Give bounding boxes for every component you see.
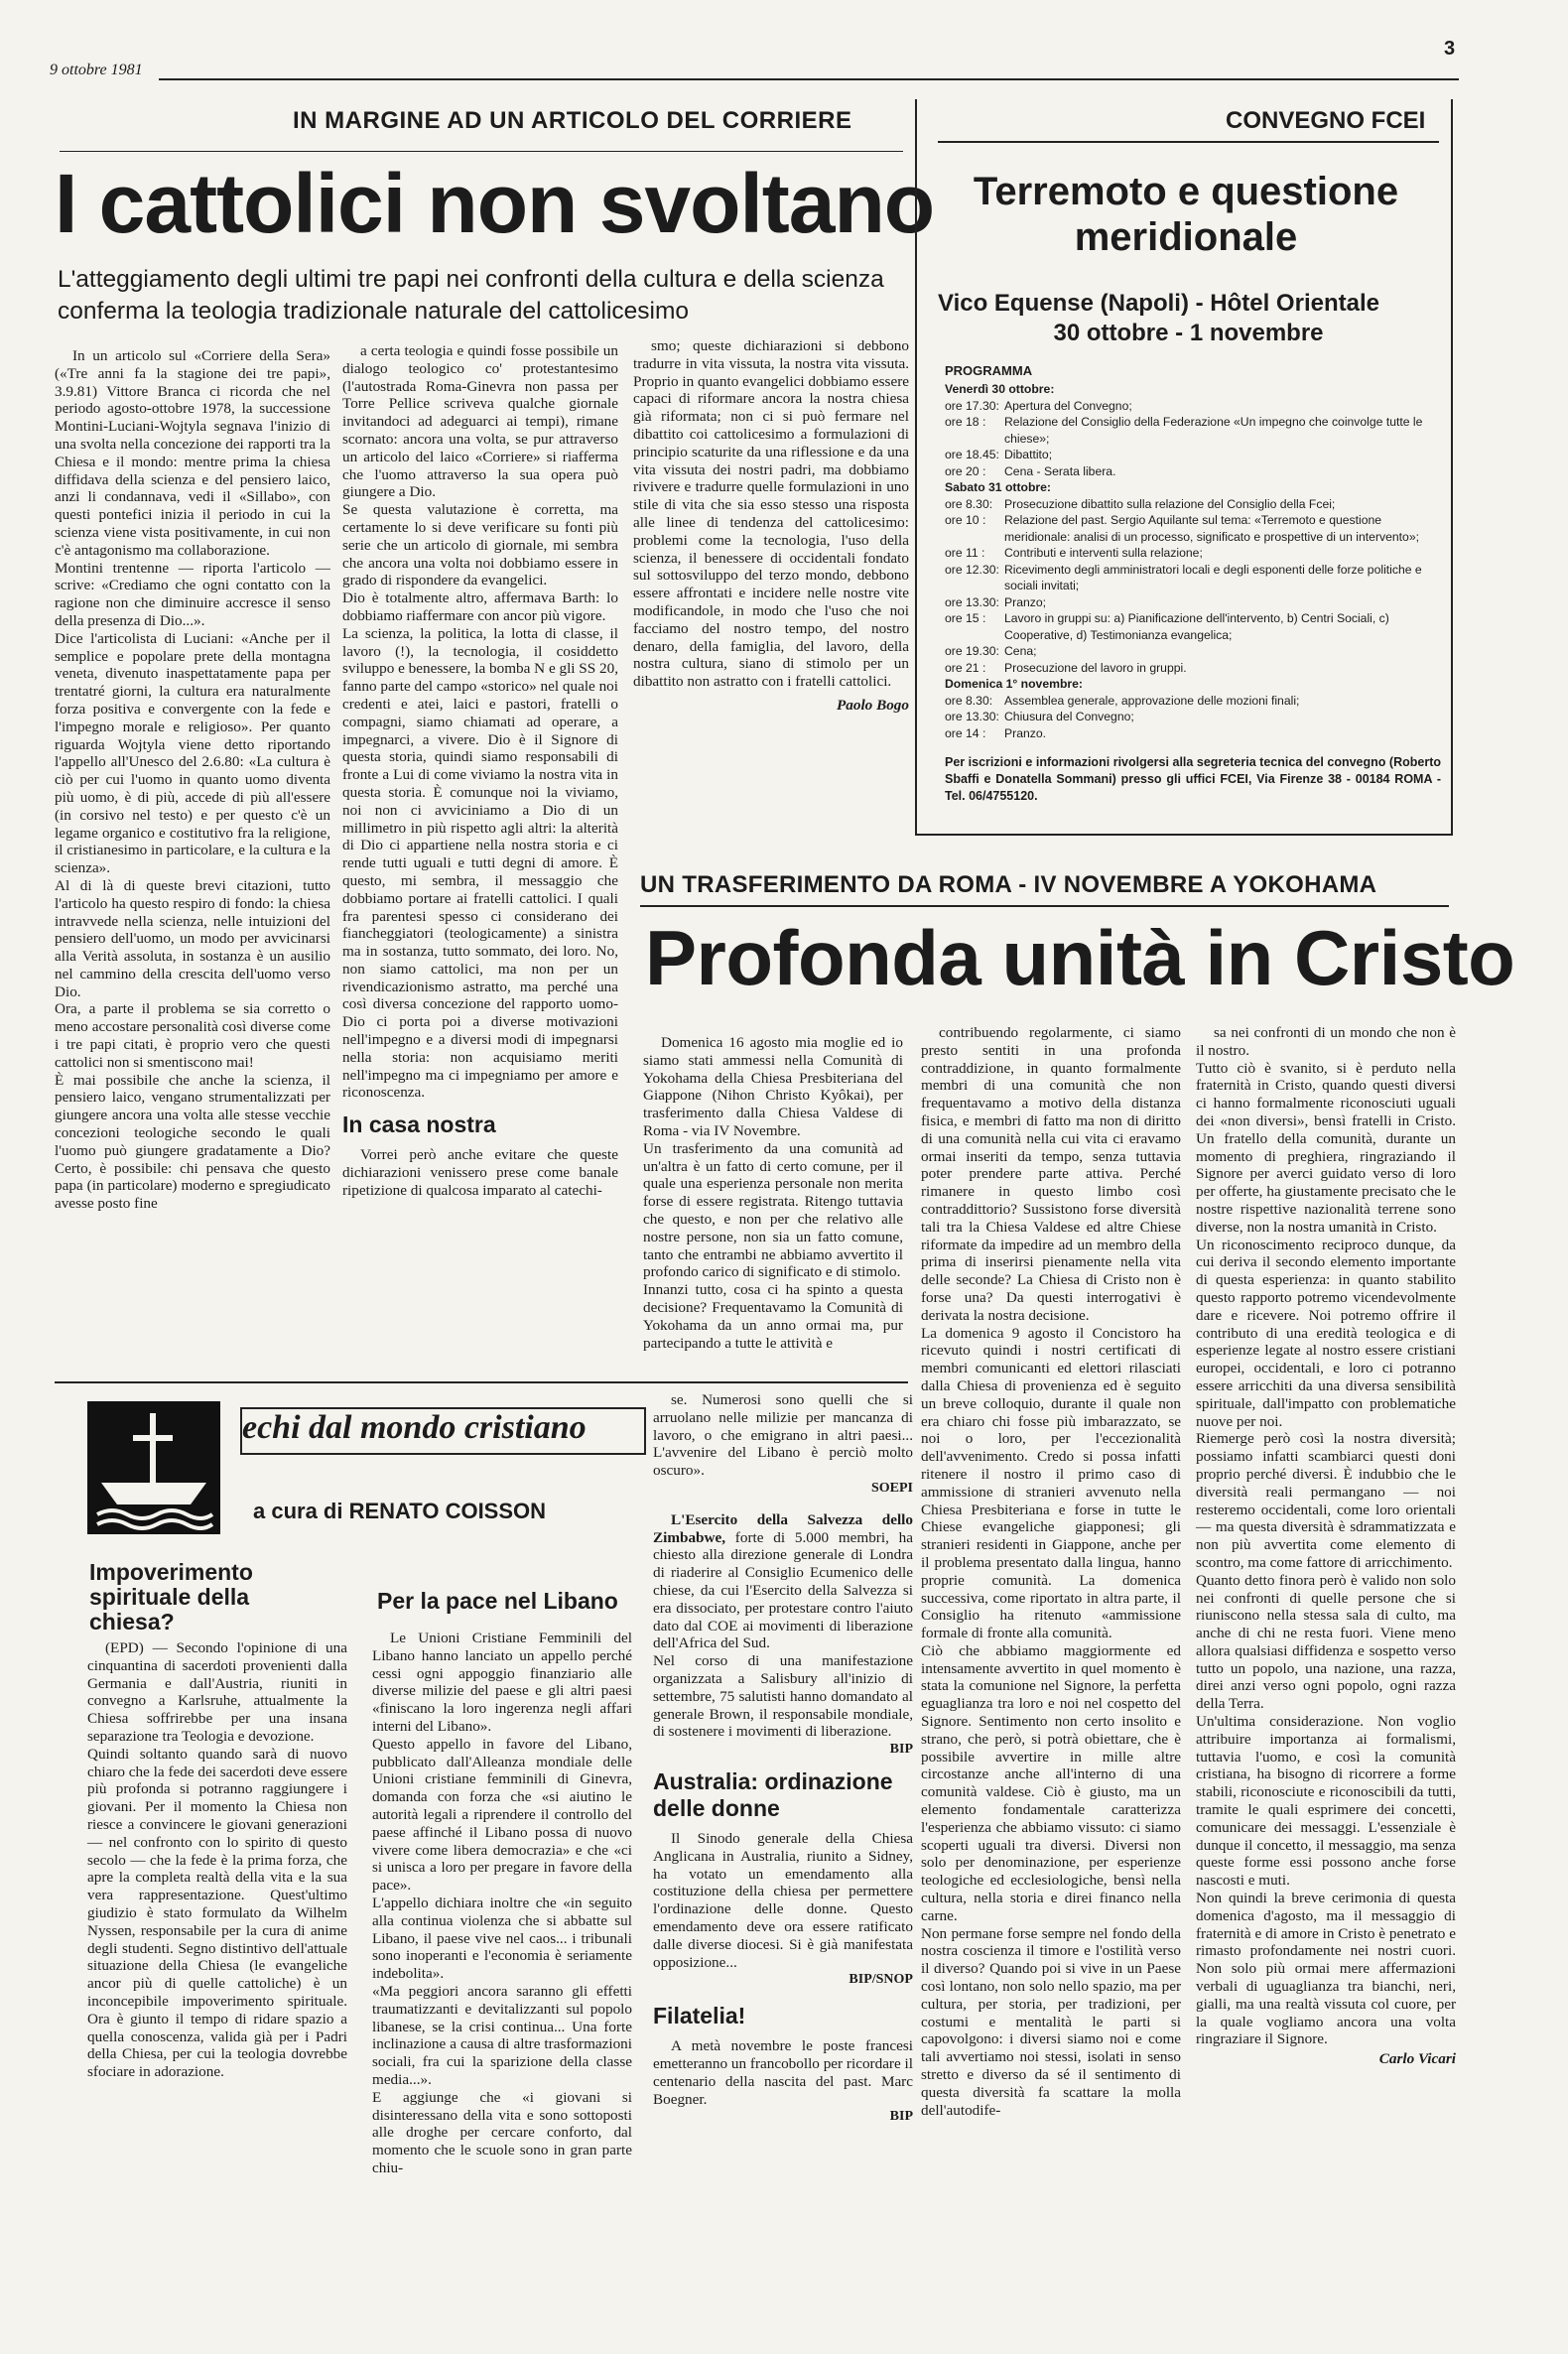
program-item xyxy=(945,545,1441,562)
echi-a2-column xyxy=(372,1630,632,2177)
convegno-title: Terremoto e questione meridionale xyxy=(973,170,1399,259)
article2-col2-text: contribuendo regolarmente, ci siamo presto sentiti in una profonda contraddizione, in quanto formalmente membri di una comunità che non frequentavamo a motivo della distanza fisica, e membri di fatto ma non di diritto di una comunità nella cui vita ci eravamo ormai inseriti da tempo, senza tuttavia poter prendere parte attiva. Perché rimanere in questo limbo così contraddittorio? Sussistono forse diversità tali tra la Chiesa Valdese ed altre Chiese riformate da impedire ad un membro della prima di inserirsi pienamente nella vita delle seconde? La Chiesa di Cristo non è forse una? Da questi interrogativi è derivata la nostra decisione. La domenica 9 agosto il Concistoro ha ricevuto quindi i nostri certificati di membri comunicanti ed elettori rilasciati dalla Chiesa di provenienza ed è seguito un breve colloquio, durante il quale non era chiaro chi fosse più imbarazzato, se noi o loro, per l'eccezionalità dell'avvenimento. Credo si possa infatti ritenere il nostro il primo caso di ammissione di stranieri avvenuto nella Chiesa Presbiteriana e forse in tutte le Chiese evangeliche giapponesi; gli stranieri residenti in Giappone, anche per il problema presentato dalla lingua, hanno proprie comunità. La domenica successiva, come riportato in altra parte, il Consiglio ha ritenuto «ammissione formale di fronte alla comunità. Ciò che abbiamo maggiormente ed intensamente avvertito in quel momento è stata la comunione nel Signore, la perfetta eguaglianza tra loro e noi nel cospetto del Signore. Sentimento non certo insolito e strano, che però, si potrà obiettare, che è possibile avvertire in mille altre circostanze anche all'interno di una comunità valdese. Ciò è giusto, ma un elemento fondamentale caratterizza l'esperienza che abbiamo vissuto: ci siamo scoperti uguali tra diversi. Diversi non solo per denominazione, per esperienze teologiche ed ecclesiologiche, bensì nella cultura, nella storia e direi financo nella carne. Non permane forse sempre nel fondo della nostra coscienza il timore e l'ostilità verso il diverso? Quando poi si vive in un Paese così lontano, non solo nello spazio, ma per cultura, per storia, per tradizioni, per costumi e mentalità le parti si capovolgono: i diversi siamo noi e come tali avvertiamo noi stessi, isolati in senso stretto e diverso da sé il sentimento di questa diversità fa scattare la molla dell'autodife- xyxy=(921,1024,1181,2119)
program-item xyxy=(945,463,1441,480)
echi-australia-sig: BIP/SNOP xyxy=(849,1972,913,1988)
article1-subtitle: L'atteggiamento degli ultimi tre papi nei confronti della cultura e della scienza conferma la teologia tradizionale naturale del cattolicesimo xyxy=(58,266,884,325)
echi-filatelia-sig: BIP xyxy=(889,2109,913,2125)
echi-logo xyxy=(87,1401,220,1534)
program-time: ore 12.30: xyxy=(945,562,999,577)
program-activity: Cena - Serata libera. xyxy=(1004,463,1116,478)
convegno-location: Vico Equense (Napoli) - Hôtel Orientale xyxy=(938,290,1379,317)
program-day: Domenica 1° novembre: xyxy=(945,677,1083,691)
program-activity: Relazione del past. Sergio Aquilante sul tema: «Terremoto e questione meridionale: analisi di un processo, significato e prospettive di un intervento»; xyxy=(1004,513,1419,544)
program-time: ore 13.30: xyxy=(945,594,999,609)
program-activity: Pranzo; xyxy=(1004,594,1047,609)
convegno-footer: Per iscrizioni e informazioni rivolgersi alla segreteria tecnica del convegno (Roberto Sbaffi e Donatella Sommani) presso gli uffici FCEI, Via Firenze 38 - 00184 ROMA - Tel. 06/4755120. xyxy=(945,755,1441,803)
program-item xyxy=(945,512,1441,545)
echi-a1-column xyxy=(87,1639,347,2081)
article2-column-3 xyxy=(1196,1024,1456,2068)
program-time: ore 20 : xyxy=(945,463,986,478)
program-item xyxy=(945,447,1441,463)
convegno-label: CONVEGNO FCEI xyxy=(1226,107,1426,134)
program-activity: Prosecuzione dibattito sulla relazione del Consiglio della Fcei; xyxy=(1004,496,1336,511)
program-time: ore 14 : xyxy=(945,725,986,740)
program-item xyxy=(945,725,1441,742)
article2-col3-text: sa nei confronti di un mondo che non è il nostro. Tutto ciò è svanito, si è perduto nella fraternità in Cristo, quando questi diversi ci hanno formalmente riconosciuti uguali dei «non diversi», bensì fratelli in Cristo. Un fratello della comunità, durante un momento di preghiera, ringraziando il Signore per averci guidato verso di loro per offerte, ha giustamente precisato che le nostre rispettive nazionalità terrene sono diverse, non la nostra umanità in Cristo. Un riconoscimento reciproco dunque, da cui deriva il secondo elemento importante di questa esperienza: in quanto stabilito questo rapporto potremo vicendevolmente dare e ricevere. Noi potremo offrire il contributo di una eredità teologica e di esperienze legate al nostro essere cristiani europei, occidentali, e loro ci potranno essere arricchiti da una diversa sensibilità spirituale, dall'impatto con problematiche nuove per noi. Riemerge però così la nostra diversità; possiamo infatti scambiarci questi doni proprio perché diversi. È indubbio che le diversità reali permangano — noi resteremo occidentali, come loro orientali — ma questa diversità è sdrammatizzata e non più avvertita come elemento di scontro, ma come fattore di arricchimento. Quanto detto finora però è valido non solo nei confronti di quelle persone che si riuniscono nella stessa sala di culto, ma anche di chi ne resta fuori. Viene meno allora qualsiasi diffidenza e sospetto verso tutto un popolo, una nazione, una razza, direi anzi verso ogni popolo, ogni razza della Terra. Un'ultima considerazione. Non voglio attribuire importanza ai formalismi, tuttavia l'uomo, e così la comunità cristiana, ha bisogno di ricorrere a forme stabili, riconosciute e riconoscibili da tutti, tramite le quali esprimere dei concetti, comunicare dei messaggi. L'essenziale è dunque il concetto, il messaggio, ma senza queste forme essi possono anche forse nascosti e muti. Non quindi la breve cerimonia di questa domenica d'agosto, ma il messaggio di fraternità e di amore in Cristo è penetrato e rimasto profondamente nei nostri cuori. Non solo più ormai mere affermazioni verbali di uguaglianza tra bianchi, neri, gialli, ma una realtà vissuta col cuore, per la quale vogliamo ancora una volta ringraziare il Signore. xyxy=(1196,1024,1456,2048)
echi-title: echi dal mondo cristiano xyxy=(242,1409,587,1446)
program-item xyxy=(945,660,1441,677)
program-day: Venerdì 30 ottobre: xyxy=(945,382,1055,396)
program-item xyxy=(945,643,1441,660)
convegno-dates: 30 ottobre - 1 novembre xyxy=(1053,320,1324,346)
program-activity: Dibattito; xyxy=(1004,448,1053,461)
program-item xyxy=(945,709,1441,725)
program-time: ore 19.30: xyxy=(945,644,999,658)
program-activity: Prosecuzione del lavoro in gruppi. xyxy=(1004,660,1187,675)
program-day: Sabato 31 ottobre: xyxy=(945,480,1051,494)
echi-a2-title: Per la pace nel Libano xyxy=(377,1588,618,1614)
echi-a3-sig-mid: BIP xyxy=(889,1742,913,1758)
article1-col2-text: a certa teologia e quindi fosse possibile un dialogo teologico co' protestantesimo (l'autostrada Roma-Ginevra non passa per Torre Pellice scriveva qualche giornale invitandoci ad adeguarci ai tempi), rimane scornato: ancora una volta, se pur attraverso un articolo del laico «Corriere» si riafferma che l'uomo attraverso la sua opera può giungere a Dio. Se questa valutazione è corretta, ma certamente lo si deve verificare su fonti più serie che un articolo di giornale, mi sembra che ancora una volta noi dobbiamo essere in grado di rispondere da evangelici. Dio è totalmente altro, affermava Barth: lo dobbiamo riaffermare con ancor più vigore. La scienza, la politica, la lotta di classe, il lavoro (!), la tecnologia, il cosiddetto sviluppo e benessere, la bomba N e gli SS 20, fanno parte del campo «storico» nel quale noi credenti e atei, laici e pastori, fratelli o compagni, siamo chiamati ad operare, a impegnarci, a vivere. Dio è il Signore di questa storia, quindi siamo responsabili di fronte a Lui di come viviamo la nostra vita in questa storia. È comunque noi la viviamo, noi non ci avviciniamo a Dio di un millimetro in più rispetto agli altri: la alterità di Dio ci appartiene nella nostra storia e ci rende tutti uguali e tutti degni di amore. È questo, mi sembra, il messaggio che dobbiamo portare ai fratelli cattolici. I quali fra parentesi spesso ci considerano dei fiancheggiatori (teologicamente) a sinistra ma in sostanza, tutto sommato, dei loro. No, non siamo cattolici, ma non per un rivendicazionismo astratto, ma perché una così diversa concezione del rapporto uomo-Dio ci porta poi a diverse motivazioni nell'impegno e a diversi modi di impegnarsi nella storia: non acquisiamo meriti nell'impegno ma ci impegniamo per amore e riconoscenza. xyxy=(342,342,618,1102)
issue-date: 9 ottobre 1981 xyxy=(50,62,143,78)
program-time: ore 18 : xyxy=(945,415,986,429)
program-time: ore 11 : xyxy=(945,546,985,560)
echi-a3-text-top: se. Numerosi sono quelli che si arruolano nelle milizie per mancanza di lavoro, o che emigrano in altri paesi... L'avvenire del Libano è perciò molto oscuro». xyxy=(653,1391,913,1480)
article1-kicker: IN MARGINE AD UN ARTICOLO DEL CORRIERE xyxy=(293,107,852,134)
page-number: 3 xyxy=(1444,38,1456,60)
echi-australia-text: Il Sinodo generale della Chiesa Anglicana in Australia, riunito a Sidney, ha votato un emendamento alla costituzione della chiesa per permettere l'ordinazione delle donne. Questo emendamento deve ora essere ratificato dalle diverse diocesi. Si è già manifestata opposizione... xyxy=(653,1829,913,1971)
program-activity: Chiusura del Convegno; xyxy=(1004,710,1134,723)
program-activity: Cena; xyxy=(1004,644,1037,658)
program-item xyxy=(945,414,1441,447)
echi-byline: a cura di RENATO COISSON xyxy=(253,1499,547,1523)
program-activity: Relazione del Consiglio della Federazione «Un impegno che coinvolge tutte le chiese»; xyxy=(1004,415,1423,446)
article1-title: I cattolici non svoltano xyxy=(55,157,935,250)
program-activity: Ricevimento degli amministratori locali e degli esponenti delle forze politiche e sociali invitati; xyxy=(1004,562,1422,592)
convegno-program-label: PROGRAMMA xyxy=(945,363,1033,378)
header-rule xyxy=(159,78,1459,80)
article2-title: Profonda unità in Cristo xyxy=(645,914,1515,1001)
article1-col2b-text: Vorrei però anche evitare che queste dichiarazioni venissero prese come banale ripetizione di qualcosa imparato al catechi- xyxy=(342,1146,618,1199)
echi-australia-title: Australia: ordinazione delle donne xyxy=(653,1767,893,1821)
echi-filatelia-title: Filatelia! xyxy=(653,2003,746,2029)
article1-author: Paolo Bogo xyxy=(837,696,909,714)
convegno-program xyxy=(945,381,1441,741)
program-time: ore 17.30: xyxy=(945,398,999,413)
article1-subhead: In casa nostra xyxy=(342,1112,496,1138)
article1-column-3 xyxy=(633,337,909,715)
article1-col3-text: smo; queste dichiarazioni si debbono tradurre in vita vissuta, la nostra vita vissuta. Proprio in quanto evangelici dobbiamo essere capaci di riformare ancora la nostra chiesa già riformata; non ci si può fermare nel dibattito coi cattolicesimo a formulazioni di principio scaturite da una riflessione e da una vita vissuta dei nostri padri, ma dobbiamo rivivere e tradurre quelle formulazioni in uno stile di vita che sia esso stesso una risposta alle linee di tendenza del cattolicesimo: problemi come la tecnologia, l'uso della scienza, il benessere di occidentali fondato sul sottosviluppo del terzo mondo, debbono essere affrontati e incidere nelle nostre vite modificandole, in modo che l'uso che noi facciamo del nostro tempo, del nostro denaro, della famiglia, del lavoro, della nostra cultura, siano di stimolo per un dibattito non astratto con i fratelli cattolici. xyxy=(633,337,909,691)
program-item xyxy=(945,562,1441,594)
article1-col1-text: In un articolo sul «Corriere della Sera» («Tre anni fa la stagione dei tre papi», 3.9.81) Vittore Branca ci ricorda che nel periodo agosto-ottobre 1978, la successione Montini-Luciani-Wojtyla segnava l'inizio di una svolta nella concezione dei rapporti tra la Chiesa e il mondo: mentre prima la chiesa diffidava della scienza e del pensiero laico, anzi li condannava, vedi il «Sillabo», con questi pontefici inizia il periodo in cui la scienza viene vista positivamente, in cui non c'è antagonismo ma collaborazione. Montini trentenne — riporta l'articolo — scrive: «Crediamo che ogni contatto con la ragione non che diminuire accresce il senso della presenza di Dio...». Dice l'articolista di Luciani: «Anche per il semplice e popolare prete della montagna veneta, divenuto inaspettatamente papa per trentatré giorni, la cultura era naturalmente forza positiva e convergente con la fede e l'impegno morale e religioso». Per quanto riguarda Wojtyla viene detto riportando l'appello all'Unesco del 2.6.80: «La cultura è ciò per cui l'uomo in quanto uomo diventa più uomo, è di più, accede di più all'essere (in corsivo nel testo) e per questo c'è un legame organico e costitutivo fra la religione, il cristianesimo in particolare, e la cultura e la scienza». Al di là di queste brevi citazioni, tutto l'articolo ha questo respiro di fondo: la chiesa intravvede nella scienza, nelle intuizioni del pensiero dell'uomo, un modo per avvicinarsi alla Verità assoluta, in sostanza è un ausilio nel cammino della crescita dell'uomo verso Dio. Ora, a parte il problema se sia corretto o meno accostare personalità così diverse come i tre papi citati, è proprio vero che questi cattolici non si smentiscono mai! È mai possibile che anche la scienza, il pensiero laico, vengano strumentalizzati per giungere ancora una volta alle stesse vecchie concezioni teologiche secondo le quali l'uomo può giungere gradatamente a Dio? Certo, è possibile: chi pensava che questo papa (in particolare) moderno e spregiudicato avesse posto fine xyxy=(55,347,330,1213)
program-time: ore 15 : xyxy=(945,611,986,625)
echi-a1-title: Impoverimento spirituale della chiesa? xyxy=(89,1559,253,1635)
program-item xyxy=(945,610,1441,643)
program-activity: Assemblea generale, approvazione delle mozioni finali; xyxy=(1004,693,1300,708)
echi-a3-sig-top: SOEPI xyxy=(870,1480,913,1496)
cross-boat-icon xyxy=(87,1401,220,1534)
section-rule xyxy=(55,1381,908,1383)
program-activity: Apertura del Convegno; xyxy=(1004,398,1132,413)
program-time: ore 8.30: xyxy=(945,496,993,511)
program-activity: Lavoro in gruppi su: a) Pianificazione dell'intervento, b) Centri Sociali, c) Cooperative, d) Testimonianza evangelica; xyxy=(1004,611,1389,642)
article1-column-1 xyxy=(55,347,330,1213)
article2-column-2 xyxy=(921,1024,1181,2119)
article1-column-2 xyxy=(342,342,618,1200)
echi-a2-text: Le Unioni Cristiane Femminili del Libano hanno lanciato un appello perché cessi ogni appoggio finanziario alle diverse milizie del paese e gli altri paesi «finiscano la loro ingerenza negli affari interni del Libano». Questo appello in favore del Libano, pubblicato dall'Alleanza mondiale delle Unioni cristiane femminili di Ginevra, domanda con forza che «si aiutino le autorità legali a riprendere il controllo del paese affinché il Libano possa di nuovo vivere come libera democrazia» e che «ci si unisca a loro per pregare in favore della pace». L'appello dichiara inoltre che «in seguito alla continua violenza che si abbatte sul Libano, il paese vive nel caos... i tribunali sono inoperanti e l'economia è seriamente indebolita». «Ma peggiori ancora saranno gli effetti traumatizzanti e devitalizzanti sul popolo libanese, se la crisi continua... Una forte inclinazione a causa di altre trasformazioni sociali, fra cui la sparizione della classe media...». E aggiunge che «i giovani si disinteressano della vita e sono sottoposti alle droghe per cercare conforto, dal momento che le scuole sono in gran parte chiu- xyxy=(372,1630,632,2176)
program-item xyxy=(945,693,1441,710)
program-time: ore 13.30: xyxy=(945,710,999,723)
echi-esercito-text: forte di 5.000 membri, ha chiesto alla direzione generale di Londra di riaderire al Consiglio Ecumenico delle chiese, da cui l'Esercito della Salvezza si era dissociato, per protestare contro l'aiuto dato dal COE ai movimenti di liberazione dell'Africa del Sud. Nel corso di una manifestazione organizzata a Salisbury all'inizio di settembre, 75 salutisti hanno domandato al generale Brown, il responsabile mondiale, di sostenere i movimenti di liberazione. xyxy=(653,1528,913,1741)
program-activity: Pranzo. xyxy=(1004,725,1047,740)
program-item xyxy=(945,594,1441,611)
article2-author: Carlo Vicari xyxy=(1378,2050,1456,2068)
echi-a3-column xyxy=(653,1391,913,2126)
article2-kicker: UN TRASFERIMENTO DA ROMA - IV NOVEMBRE A YOKOHAMA xyxy=(640,871,1377,898)
program-activity: Contributi e interventi sulla relazione; xyxy=(1004,546,1203,560)
program-time: ore 10 : xyxy=(945,513,986,527)
program-time: ore 8.30: xyxy=(945,693,993,708)
program-item xyxy=(945,398,1441,415)
article2-kicker-rule xyxy=(640,905,1449,907)
echi-a1-text: (EPD) — Secondo l'opinione di una cinquantina di sacerdoti provenienti dalla Germania e dall'Austria, riuniti in convegno a Karlsruhe, attualmente la Chiesa soffrirebbe per una insana separazione tra Teologia e devozione. Quindi soltanto quando sarà di nuovo chiaro che la fede dei sacerdoti deve essere più profonda si potranno raggiungere i giovani. Per il momento la Chiesa non riesce a convincere le giovani generazioni — nel confronto con lo spirito di questo secolo — che la fede è la prima forza, che apre la completa realtà della vita e la sua vera rappresentazione. Quest'ultimo giudizio è stato formulato da Wilhelm Nyssen, responsabile per la cura di anime degli studenti. Segno distintivo dell'attuale situazione della Chiesa (le evangeliche ancor più di quelle cattoliche) è un inconcepibile impoverimento spirituale. Ora è giunto il tempo di ridare spazio a quella conoscenza, valida già per i Padri della Chiesa, per cui la teologia dovrebbe sfociare in adorazione. xyxy=(87,1639,347,2081)
program-item xyxy=(945,496,1441,513)
article2-column-1 xyxy=(643,1034,903,1352)
echi-esercito-lead: L'Esercito della Salvezza dello Zimbabwe, xyxy=(653,1510,913,1546)
program-time: ore 18.45: xyxy=(945,448,999,461)
article2-col1-text: Domenica 16 agosto mia moglie ed io siamo stati ammessi nella Comunità di Yokohama della Chiesa Presbiteriana del Giappone (Nihon Christo Kyôkai), per trasferimento dalla Chiesa Valdese di Roma - via IV Novembre. Un trasferimento da una comunità ad un'altra è un fatto di certo comune, per il quale una esperienza personale non merita forse di essere registrata. Ritengo tuttavia che questo, e non per che relativo alle nostre persone, non sia un fatto comune, tanto che entrambi ne abbiamo avvertito il profondo carico di significato e di stimolo. Innanzi tutto, cosa ci ha spinto a questa decisione? Frequentavamo la Comunità di Yokohama da un anno ormai ma, pur partecipando a tutte le attività e xyxy=(643,1034,903,1352)
echi-filatelia-text: A metà novembre le poste francesi emetteranno un francobollo per ricordare il centenario della nascita del past. Marc Boegner. xyxy=(653,2037,913,2108)
convegno-label-rule xyxy=(938,141,1439,143)
program-time: ore 21 : xyxy=(945,660,986,675)
